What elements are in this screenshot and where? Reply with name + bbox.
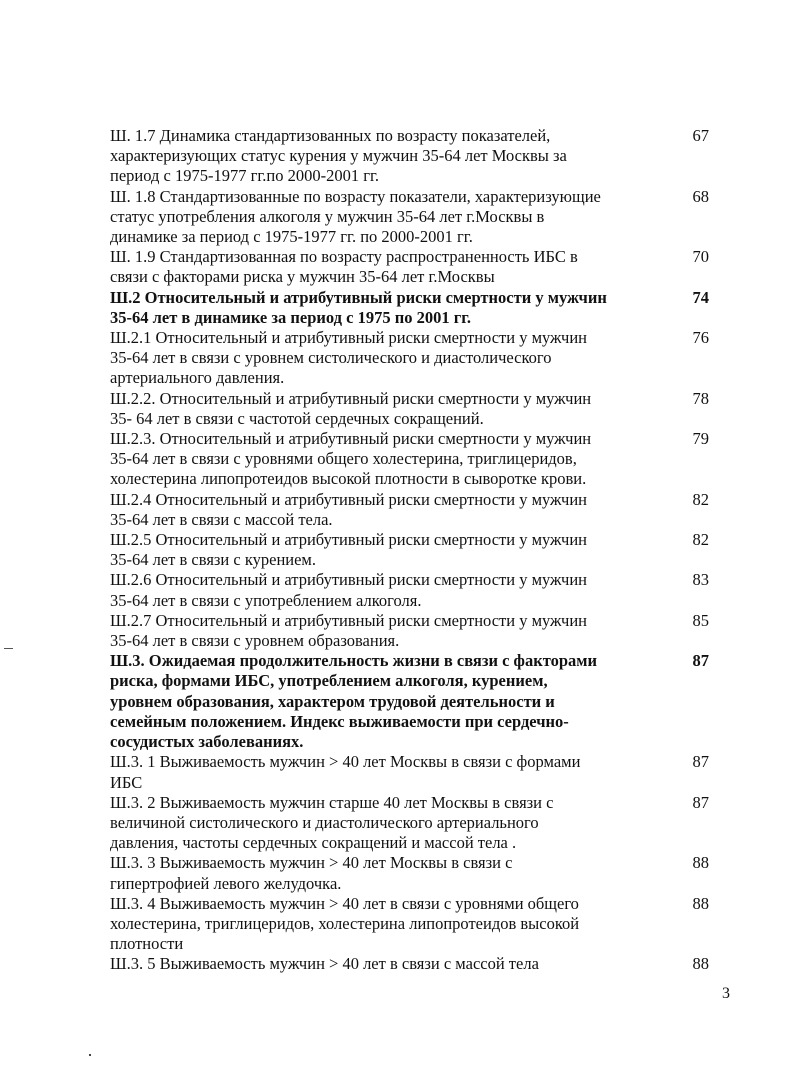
toc-entry-title: Ш.2.4 Относительный и атрибутивный риски смертности у мужчин 35-64 лет в связи с массой тела. [110, 489, 588, 529]
toc-entry-page: 70 [692, 247, 709, 267]
toc-entry-page: 76 [692, 328, 709, 348]
toc-entry [110, 793, 715, 854]
toc-entry [110, 570, 715, 610]
toc-entry-page: 88 [692, 954, 709, 974]
toc-entry-page: 78 [692, 388, 709, 408]
toc-entry-title: Ш.2.2. Относительный и атрибутивный риски смертности у мужчин 35- 64 лет в связи с частотой сердечных сокращений. [110, 388, 592, 428]
toc-entry [110, 429, 715, 490]
toc-entry-title: Ш. 1.9 Стандартизованная по возрасту распространенность ИБС в связи с факторами риска у мужчин 35-64 лет г.Москвы [110, 247, 578, 287]
toc-entry-page: 88 [692, 853, 709, 873]
toc-entry-page: 88 [692, 893, 709, 913]
toc-entry-page: 87 [692, 752, 709, 772]
toc-entry-title: Ш.2.1 Относительный и атрибутивный риски смертности у мужчин 35-64 лет в связи с уровнем систолического и диастолического артериального давления. [110, 328, 588, 388]
toc-entry [110, 328, 715, 389]
toc-entry [110, 389, 715, 429]
toc-entry-page: 79 [692, 429, 709, 449]
toc-entry [110, 752, 715, 792]
toc-entry-title: Ш.2.5 Относительный и атрибутивный риски смертности у мужчин 35-64 лет в связи с курением. [110, 530, 588, 570]
toc-entry [110, 187, 715, 248]
toc-entry-title: Ш.3. 2 Выживаемость мужчин старше 40 лет Москвы в связи с величиной систолического и диастолического артериального давления, частоты сердечных сокращений и массой тела . [110, 792, 554, 853]
toc-entry-title: Ш.3. 4 Выживаемость мужчин > 40 лет в связи с уровнями общего холестерина, триглицеридов, холестерина липопротеидов высокой плотности [110, 893, 580, 954]
toc-entry-page: 74 [692, 287, 709, 307]
toc-entry-page: 82 [692, 489, 709, 509]
toc-entry-page: 68 [692, 186, 709, 206]
toc-entry [110, 611, 715, 651]
scan-mark [4, 648, 13, 649]
toc-entry-title: Ш.2 Относительный и атрибутивный риски смертности у мужчин 35-64 лет в динамике за период с 1975 по 2001 гг. [110, 287, 607, 327]
toc-entry-title: Ш.3. 5 Выживаемость мужчин > 40 лет в связи с массой тела [110, 954, 539, 974]
table-of-contents [110, 126, 715, 975]
toc-entry [110, 853, 715, 893]
toc-section-heading [110, 288, 715, 328]
toc-entry [110, 126, 715, 187]
toc-entry [110, 894, 715, 955]
toc-entry [110, 530, 715, 570]
toc-entry-page: 87 [692, 651, 709, 671]
toc-entry [110, 247, 715, 287]
toc-entry-title: Ш.2.7 Относительный и атрибутивный риски смертности у мужчин 35-64 лет в связи с уровнем образования. [110, 610, 588, 651]
toc-entry-page: 87 [692, 792, 709, 812]
page-number: 3 [722, 985, 730, 1002]
toc-entry-page: 85 [692, 610, 709, 630]
toc-entry-page: 82 [692, 530, 709, 550]
toc-entry [110, 490, 715, 530]
toc-entry [110, 954, 715, 974]
toc-entry-title: Ш. 1.7 Динамика стандартизованных по возрасту показателей, характеризующих статус курения у мужчин 35-64 лет Москвы за период с 1975-1977 гг.по 2000-2001 гг. [110, 126, 567, 186]
toc-entry-page: 83 [692, 570, 709, 590]
toc-entry-title: Ш. 1.8 Стандартизованные по возрасту показатели, характеризующие статус употребления алкоголя у мужчин 35-64 лет г.Москвы в динамике за период с 1975-1977 гг. по 2000-2001 гг. [110, 186, 601, 247]
toc-entry-title: Ш.2.6 Относительный и атрибутивный риски смертности у мужчин 35-64 лет в связи с употреблением алкоголя. [110, 570, 588, 610]
toc-entry-page: 67 [692, 126, 709, 145]
toc-entry-title: Ш.3. 3 Выживаемость мужчин > 40 лет Москвы в связи с гипертрофией левого желудочка. [110, 853, 513, 893]
toc-entry-title: Ш.3. 1 Выживаемость мужчин > 40 лет Москвы в связи с формами ИБС [110, 752, 581, 792]
scan-speck [89, 1054, 91, 1056]
toc-entry-title: Ш.2.3. Относительный и атрибутивный риски смертности у мужчин 35-64 лет в связи с уровнями общего холестерина, триглицеридов, холестерина липопротеидов высокой плотности в сыворотке крови. [110, 429, 592, 489]
toc-entry-title: Ш.3. Ожидаемая продолжительность жизни в связи с факторами риска, формами ИБС, употреблением алкоголя, курением, уровнем образования, характером трудовой деятельности и семейным положением. Индекс выживаемости при сердечно- сосудистых заболеваниях. [110, 651, 598, 752]
toc-section-heading [110, 651, 715, 752]
